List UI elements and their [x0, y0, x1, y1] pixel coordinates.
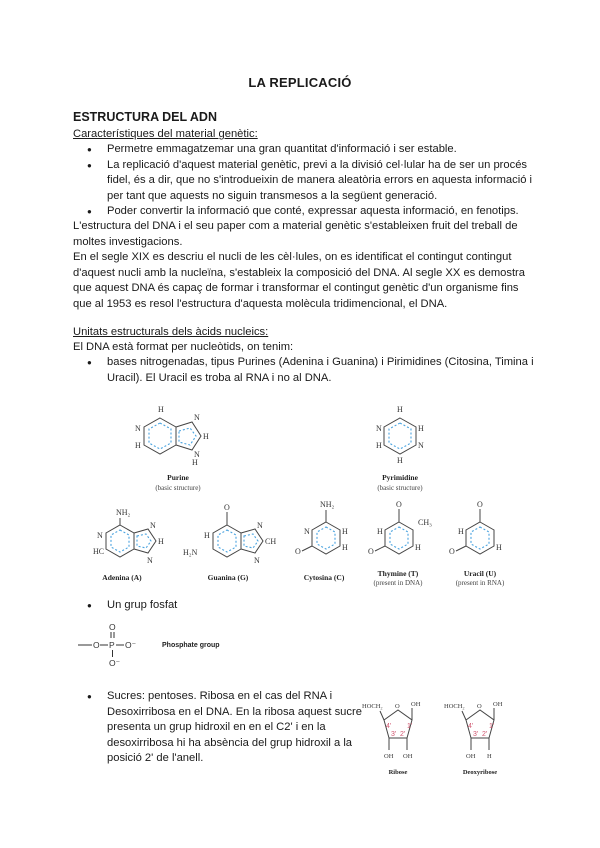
- ribose-label: Ribose: [388, 769, 408, 776]
- list-item: ● Sucres: pentoses. Ribosa en el cas del RNA i Desoxirribosa en el DNA. En la ribosa aquest sucre presenta un grup hidroxil en en el C2' i en la desoxirribosa hi ha absència del grup hidroxil a la posició 2' de l'anell.: [73, 689, 373, 767]
- svg-text:N: N: [418, 441, 424, 450]
- uracil-label: Uracil (U): [463, 569, 497, 578]
- phosphate-o-top: O: [109, 622, 116, 632]
- svg-text:H: H: [204, 531, 210, 540]
- purine-structure: [135, 405, 209, 467]
- pyrimidine-label: Pyrimidine: [382, 473, 418, 482]
- svg-text:H: H: [158, 405, 164, 414]
- thymine-sublabel: (present in DNA): [373, 579, 423, 587]
- svg-text:N: N: [135, 424, 141, 433]
- svg-text:O: O: [477, 500, 483, 509]
- svg-text:O: O: [477, 703, 482, 710]
- svg-text:O: O: [395, 703, 400, 710]
- svg-text:OH: OH: [384, 753, 394, 760]
- uracil-structure: [449, 500, 502, 556]
- svg-text:N: N: [194, 413, 200, 422]
- phosphate-list: [73, 598, 535, 614]
- nucleotides-intro: El DNA està format per nucleòtids, on tenim:: [73, 341, 294, 353]
- svg-text:O: O: [449, 547, 455, 556]
- svg-text:OH: OH: [493, 701, 503, 708]
- uracil-sublabel: (present in RNA): [455, 579, 505, 587]
- svg-text:N: N: [97, 531, 103, 540]
- svg-text:H: H: [458, 527, 464, 536]
- bases-list: [73, 355, 535, 386]
- svg-text:H: H: [192, 458, 198, 467]
- deoxyribose-label: Deoxyribose: [462, 769, 498, 776]
- list-item: ● Un grup fosfat: [73, 598, 535, 614]
- cytosine-structure: [295, 500, 348, 556]
- svg-text:H: H: [415, 543, 421, 552]
- phosphate-o-bottom: O⁻: [109, 658, 121, 668]
- svg-text:H: H: [377, 527, 383, 536]
- svg-text:H₂N: H₂N: [183, 548, 198, 557]
- list-item: ● Permetre emmagatzemar una gran quantitat d'informació i ser estable.: [73, 142, 535, 158]
- svg-text:2': 2': [400, 731, 406, 738]
- svg-text:N: N: [194, 450, 200, 459]
- svg-text:4': 4': [468, 723, 474, 730]
- svg-text:N: N: [304, 527, 310, 536]
- phosphate-group-figure: [78, 620, 248, 670]
- structural-units-subheading: Unitats estructurals dels àcids nucleics:: [73, 326, 269, 338]
- svg-text:NH₂: NH₂: [320, 500, 335, 509]
- svg-text:H: H: [487, 753, 492, 760]
- characteristics-list: [73, 142, 535, 220]
- purine-label: Purine: [167, 473, 189, 482]
- section-heading-structure: ESTRUCTURA DEL ADN: [73, 110, 217, 124]
- pyrimidine-structure: [376, 405, 424, 465]
- svg-text:CH₃: CH₃: [418, 518, 432, 527]
- svg-text:N: N: [150, 521, 156, 530]
- thymine-label: Thymine (T): [377, 569, 419, 578]
- svg-text:H: H: [203, 432, 209, 441]
- list-item: ● La replicació d'aquest material genètic, previ a la divisió cel·lular ha de ser un procés fidel, és a dir, que no s'introdueixin de manera aleatòria errors en aquesta informació i per tant que aquests no siguin transmesos a la següent generació.: [73, 158, 535, 205]
- svg-text:H: H: [158, 537, 164, 546]
- svg-text:3': 3': [391, 731, 397, 738]
- adenine-label: Adenina (A): [102, 573, 142, 582]
- phosphate-o-left: O: [93, 640, 100, 650]
- nitrogenous-bases-figure: [80, 398, 520, 588]
- guanine-label: Guanina (G): [207, 573, 249, 582]
- phosphate-p: P: [109, 640, 115, 650]
- svg-text:N: N: [257, 521, 263, 530]
- phosphate-group-label: Phosphate group: [162, 642, 220, 649]
- svg-text:1': 1': [407, 723, 413, 730]
- characteristics-subheading: Característiques del material genètic:: [73, 128, 258, 140]
- svg-text:N: N: [147, 556, 153, 565]
- svg-text:4': 4': [386, 723, 392, 730]
- svg-text:H: H: [418, 424, 424, 433]
- svg-text:HOCH₂: HOCH₂: [362, 703, 383, 710]
- svg-text:1': 1': [489, 723, 495, 730]
- purine-sublabel: (basic structure): [155, 484, 201, 492]
- thymine-structure: [368, 500, 432, 556]
- pyrimidine-sublabel: (basic structure): [377, 484, 423, 492]
- svg-text:CH: CH: [265, 537, 277, 546]
- sugars-list: [73, 689, 373, 767]
- adenine-structure: [93, 508, 164, 565]
- svg-text:H: H: [397, 456, 403, 465]
- svg-text:HOCH₂: HOCH₂: [444, 703, 465, 710]
- paragraph-structure-history: L'estructura del DNA i el seu paper com a material genètic s'estableixen fruit del treball de moltes investigacions.: [73, 220, 518, 248]
- svg-text:O: O: [396, 500, 402, 509]
- svg-text:OH: OH: [403, 753, 413, 760]
- svg-text:2': 2': [482, 731, 488, 738]
- pentose-sugars-figure: [362, 694, 532, 784]
- guanine-structure: [183, 503, 276, 565]
- svg-text:H: H: [496, 543, 502, 552]
- ribose-structure: [362, 701, 421, 760]
- deoxyribose-structure: [444, 701, 503, 760]
- svg-text:H: H: [397, 405, 403, 414]
- svg-text:O: O: [224, 503, 230, 512]
- svg-text:NH₂: NH₂: [116, 508, 131, 517]
- cytosine-label: Cytosina (C): [303, 573, 345, 582]
- svg-text:O: O: [368, 547, 374, 556]
- svg-text:O: O: [295, 547, 301, 556]
- page-title: LA REPLICACIÓ: [248, 75, 352, 90]
- list-item: ● Poder convertir la informació que conté, expressar aquesta informació, en fenotips.: [73, 204, 535, 220]
- svg-text:3': 3': [473, 731, 479, 738]
- svg-text:H: H: [342, 527, 348, 536]
- paragraph-discovery-history: En el segle XIX es descriu el nucli de les cèl·lules, on es identificat el contingut contingut d'aquest nucli amb la nucleïna, s'estableix la composició del DNA. Al segle XX es demostra que aquest DNA és capaç de formar i transformar el contingut genètic d'un organisme fins que al 1953 es resol l'estructura d'aquesta molècula tridimencional, el DNA.: [73, 251, 526, 310]
- svg-text:HC: HC: [93, 547, 105, 556]
- svg-text:H: H: [135, 441, 141, 450]
- list-item: ● bases nitrogenadas, tipus Purines (Adenina i Guanina) i Pirimidines (Citosina, Timina i Uracil). El Uracil es troba al RNA i no al DNA.: [73, 355, 535, 386]
- phosphate-o-right: O⁻: [125, 640, 137, 650]
- svg-text:N: N: [376, 424, 382, 433]
- svg-text:OH: OH: [411, 701, 421, 708]
- svg-text:N: N: [254, 556, 260, 565]
- svg-text:H: H: [376, 441, 382, 450]
- svg-text:OH: OH: [466, 753, 476, 760]
- svg-text:H: H: [342, 543, 348, 552]
